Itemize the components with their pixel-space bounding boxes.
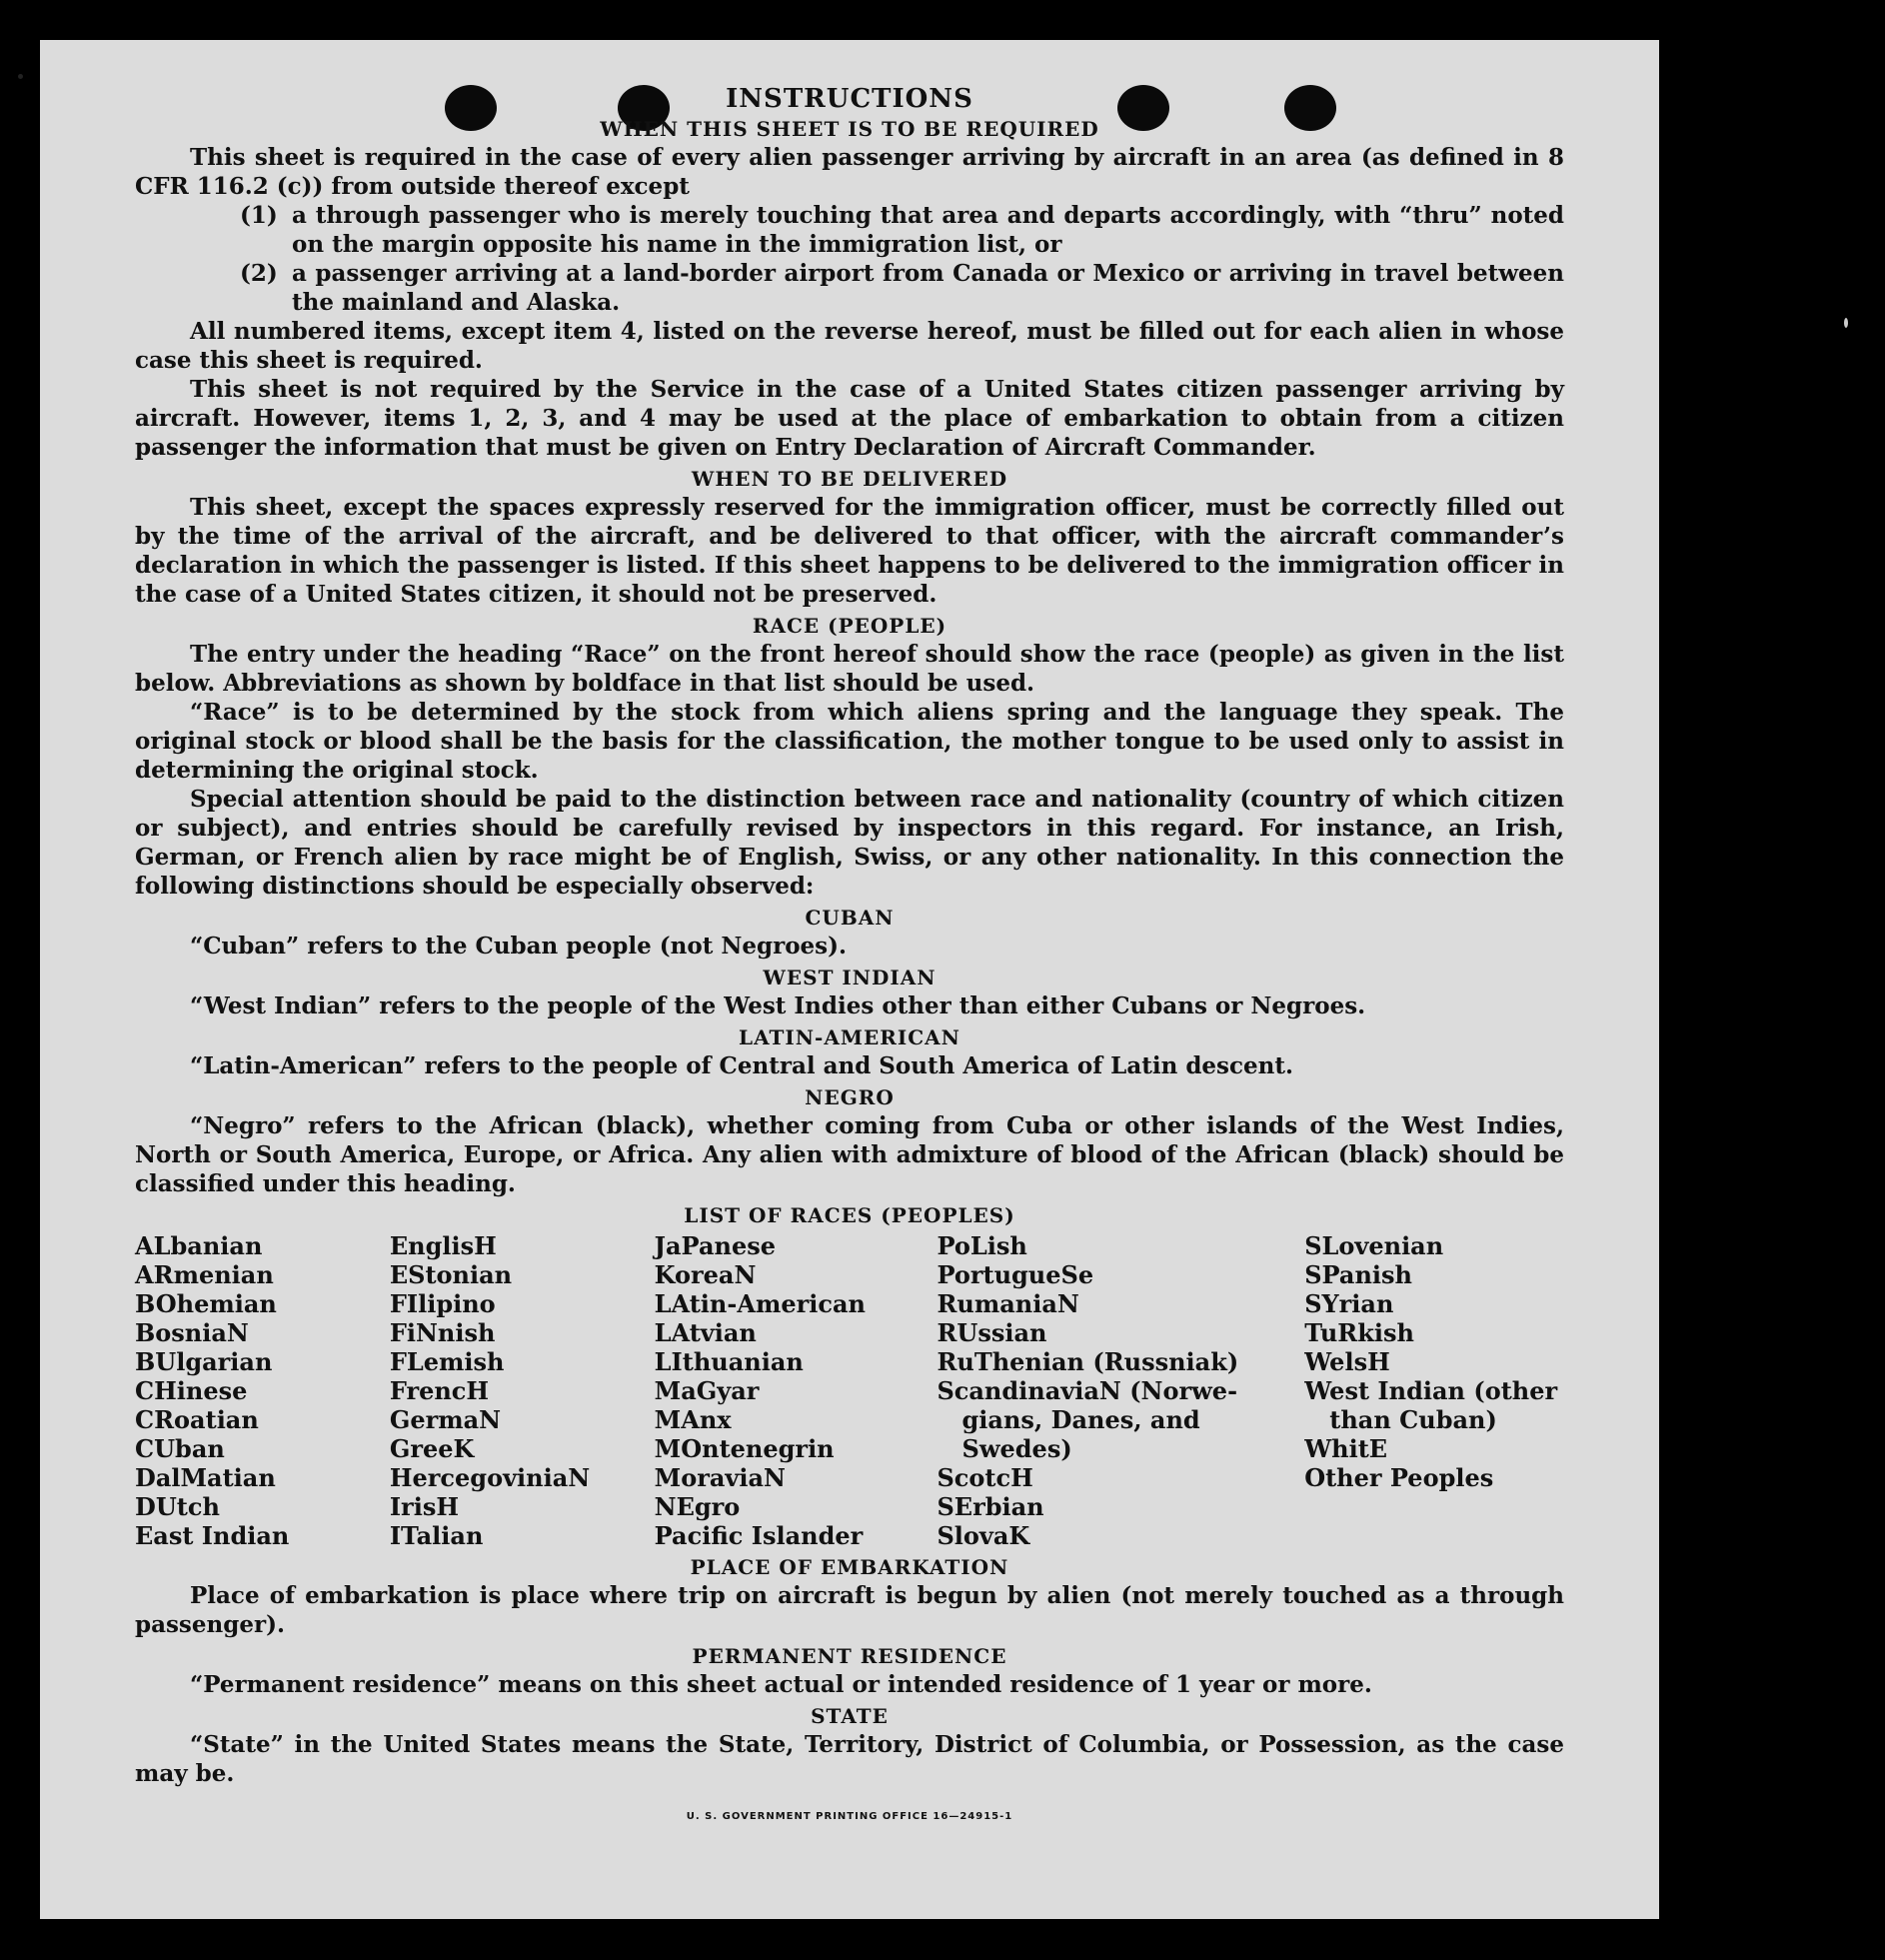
paragraph: “Negro” refers to the African (black), whether coming from Cuba or other islands of the West Indies, North or South America, Europe, or Africa. Any alien with admixture of blood of the African (black) should be classified under this heading. — [135, 1112, 1564, 1197]
race-item: ScandinaviaN (Norwe- — [937, 1376, 1238, 1405]
race-item: ScotcH — [937, 1463, 1033, 1492]
race-item: EnglisH — [389, 1231, 497, 1260]
scan-speck — [18, 74, 23, 79]
race-item: LAtin-American — [654, 1289, 866, 1318]
paragraph: “West Indian” refers to the people of the West Indies other than either Cubans or Negroes. — [190, 992, 1366, 1019]
race-item: FrencH — [389, 1376, 490, 1405]
section-heading: WEST INDIAN — [763, 966, 937, 989]
race-item: BosniaN — [135, 1318, 249, 1347]
paragraph: This sheet is not required by the Service in the case of a United States citizen passenger arriving by aircraft. However, items 1, 2, 3, and 4 may be used at the place of embarkation to obtain from a citizen passenger the information that must be given on Entry Declaration of Aircraft Commander. — [135, 376, 1564, 461]
paragraph: This sheet, except the spaces expressly reserved for the immigration officer, must be correctly filled out by the time of the arrival of the aircraft, and be delivered to that officer, with the aircraft commander’s declaration in which the passenger is listed. If this sheet happens to be delivered to the immigration officer in the case of a United States citizen, it should not be preserved. — [135, 494, 1564, 608]
item-text: a passenger arriving at a land-border airport from Canada or Mexico or arriving in travel between the mainland and Alaska. — [292, 260, 1564, 316]
race-item: KoreaN — [654, 1260, 757, 1289]
paragraph: “Cuban” refers to the Cuban people (not Negroes). — [190, 933, 848, 960]
section-heading: WHEN THIS SHEET IS TO BE REQUIRED — [600, 117, 1099, 141]
paragraph: “Latin-American” refers to the people of Central and South America of Latin descent. — [190, 1052, 1293, 1079]
race-item: SPanish — [1304, 1260, 1412, 1289]
race-item: BOhemian — [135, 1289, 277, 1318]
race-item: WhitE — [1304, 1434, 1388, 1463]
race-item: Pacific Islander — [654, 1521, 864, 1550]
paragraph: Place of embarkation is place where trip on aircraft is begun by alien (not merely touched as a through passenger). — [135, 1582, 1564, 1638]
race-item: BUlgarian — [135, 1347, 273, 1376]
race-item: than Cuban) — [1304, 1405, 1497, 1434]
race-item: West Indian (other — [1304, 1376, 1558, 1405]
section-heading: LATIN-AMERICAN — [739, 1025, 960, 1049]
race-item: RUssian — [937, 1318, 1047, 1347]
paragraph: “Race” is to be determined by the stock from which aliens spring and the language they speak. The original stock or blood shall be the basis for the classification, the mother tongue to be used only to assist in determining the original stock. — [135, 699, 1564, 784]
race-item: GermaN — [389, 1405, 502, 1434]
race-item: JaPanese — [654, 1231, 776, 1260]
race-item: PoLish — [937, 1231, 1027, 1260]
race-column — [937, 1231, 1304, 1550]
paragraph: The entry under the heading “Race” on the front hereof should show the race (people) as given in the list below. Abbreviations as shown by boldface in that list should be used. — [135, 641, 1564, 697]
race-item: CHinese — [135, 1376, 248, 1405]
race-column — [135, 1231, 390, 1550]
list-item — [240, 201, 1564, 259]
race-item: SLovenian — [1304, 1231, 1444, 1260]
race-item: Other Peoples — [1304, 1463, 1494, 1492]
printer-imprint: U. S. GOVERNMENT PRINTING OFFICE 16—24915-1 — [686, 1811, 1013, 1822]
race-item: ARmenian — [135, 1260, 274, 1289]
paragraph: This sheet is required in the case of every alien passenger arriving by aircraft in an area (as defined in 8 CFR 116.2 (c)) from outside thereof except — [135, 144, 1564, 200]
section-heading: NEGRO — [805, 1085, 895, 1109]
item-number: (1) — [240, 202, 278, 229]
race-item: DalMatian — [135, 1463, 276, 1492]
paragraph: All numbered items, except item 4, listed on the reverse hereof, must be filled out for each alien in whose case this sheet is required. — [135, 318, 1564, 374]
race-item: MAnx — [654, 1405, 732, 1434]
item-number: (2) — [240, 260, 278, 287]
race-item: LAtvian — [654, 1318, 757, 1347]
section-heading: STATE — [811, 1704, 889, 1728]
race-column — [390, 1231, 655, 1550]
race-item: RumaniaN — [937, 1289, 1079, 1318]
race-item: PortugueSe — [937, 1260, 1094, 1289]
scan-speck — [1844, 318, 1848, 328]
race-item: GreeK — [389, 1434, 475, 1463]
instructions-body — [135, 85, 1564, 1831]
race-item: RuThenian (Russniak) — [937, 1347, 1239, 1376]
race-item: WelsH — [1304, 1347, 1390, 1376]
race-column — [655, 1231, 938, 1550]
race-item: LIthuanian — [654, 1347, 804, 1376]
race-item: TuRkish — [1304, 1318, 1414, 1347]
race-item: CRoatian — [135, 1405, 259, 1434]
race-item: ITalian — [389, 1521, 484, 1550]
race-item: HercegoviniaN — [389, 1463, 591, 1492]
page-title: INSTRUCTIONS — [726, 84, 973, 114]
item-text: a through passenger who is merely touching that area and departs accordingly, with “thru” noted on the margin opposite his name in the immigration list, or — [292, 202, 1564, 258]
list-item — [240, 259, 1564, 317]
section-heading: PLACE OF EMBARKATION — [690, 1555, 1009, 1579]
race-item: SErbian — [937, 1492, 1044, 1521]
race-item: SlovaK — [937, 1521, 1030, 1550]
race-item: MoraviaN — [654, 1463, 786, 1492]
race-item: IrisH — [389, 1492, 460, 1521]
race-item: ALbanian — [135, 1231, 263, 1260]
section-heading: LIST OF RACES (PEOPLES) — [684, 1203, 1015, 1227]
race-item: MOntenegrin — [654, 1434, 835, 1463]
section-heading: PERMANENT RESIDENCE — [692, 1644, 1007, 1668]
race-item: gians, Danes, and — [937, 1405, 1200, 1434]
section-heading: WHEN TO BE DELIVERED — [691, 467, 1008, 491]
paragraph: “Permanent residence” means on this sheet actual or intended residence of 1 year or more. — [190, 1671, 1372, 1698]
paragraph: Special attention should be paid to the distinction between race and nationality (country of which citizen or subject), and entries should be carefully revised by inspectors in this regard. For instance, an Irish, German, or French alien by race might be of English, Swiss, or any other nationality. In this connection the following distinctions should be especially observed: — [135, 786, 1564, 900]
race-column — [1304, 1231, 1564, 1550]
race-item: FLemish — [389, 1347, 505, 1376]
section-heading: RACE (PEOPLE) — [752, 614, 947, 638]
race-item: CUban — [135, 1434, 225, 1463]
paragraph: “State” in the United States means the State, Territory, District of Columbia, or Possession, as the case may be. — [135, 1731, 1564, 1787]
section-heading: CUBAN — [805, 906, 895, 930]
race-item: SYrian — [1304, 1289, 1394, 1318]
race-list — [135, 1231, 1564, 1550]
race-item: Swedes) — [937, 1434, 1072, 1463]
race-item: FiNnish — [389, 1318, 496, 1347]
document-page — [40, 40, 1659, 1919]
race-item: DUtch — [135, 1492, 220, 1521]
race-item: EStonian — [389, 1260, 513, 1289]
race-item: FIlipino — [389, 1289, 496, 1318]
race-item: East Indian — [135, 1521, 290, 1550]
race-item: MaGyar — [654, 1376, 760, 1405]
race-item: NEgro — [654, 1492, 741, 1521]
